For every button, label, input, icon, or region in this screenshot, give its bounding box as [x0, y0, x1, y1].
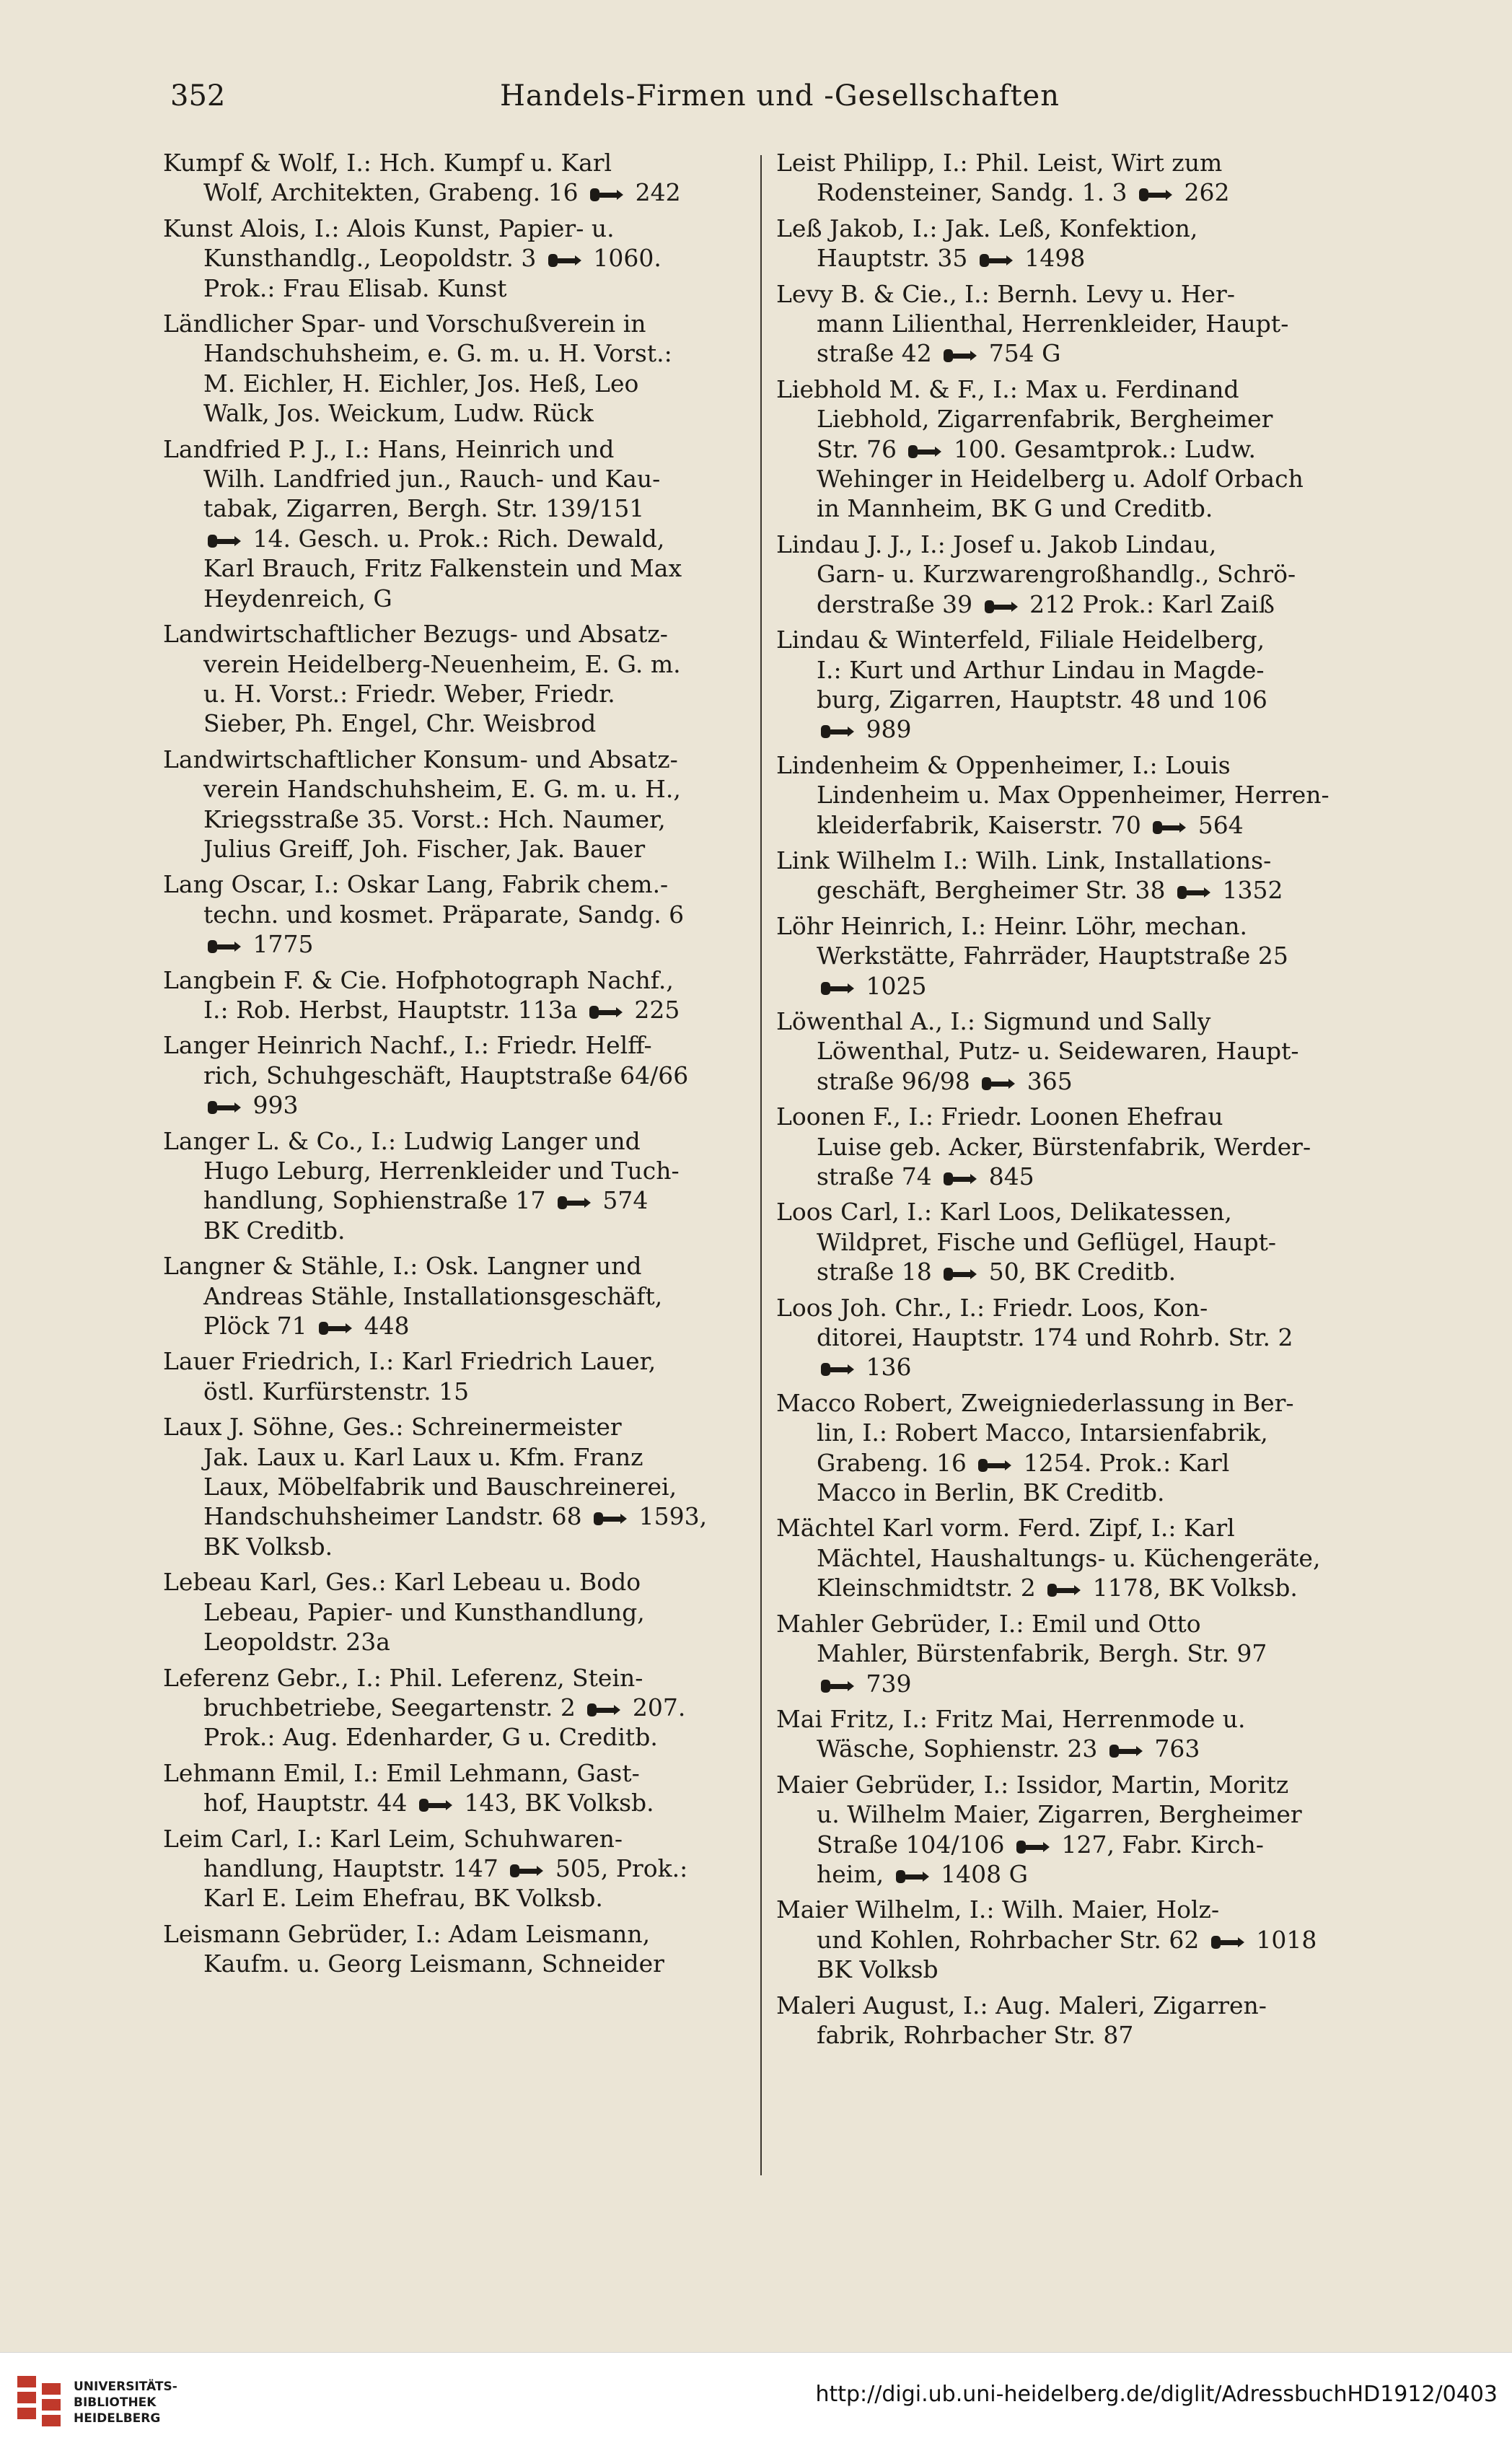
entry-line: 136	[776, 1352, 1368, 1382]
directory-entry	[163, 965, 755, 1025]
entry-line: Prok.: Aug. Edenharder, G u. Creditb.	[203, 1723, 658, 1752]
entry-line: Straße 104/106 127, Fabr. Kirch-	[817, 1830, 1264, 1859]
telephone-icon	[317, 1320, 352, 1336]
directory-entry	[163, 1663, 755, 1753]
entry-line: Ländlicher Spar- und Vorschußverein in	[163, 310, 646, 338]
directory-entry	[776, 148, 1368, 208]
entry-line: Andreas Stähle, Installationsgeschäft,	[203, 1281, 663, 1310]
telephone-icon	[978, 253, 1013, 268]
entry-line: Laux J. Söhne, Ges.: Schreinermeister	[163, 1413, 622, 1442]
telephone-icon	[592, 1511, 627, 1527]
directory-entry	[163, 309, 755, 429]
telephone-icon	[589, 187, 623, 203]
entry-line: Kunst Alois, I.: Alois Kunst, Papier- u.	[163, 214, 615, 242]
telephone-icon	[418, 1797, 452, 1813]
entry-line: Lindau J. J., I.: Josef u. Jakob Lindau,	[776, 530, 1217, 558]
footer-bar	[0, 2352, 1512, 2456]
entry-line: Langner & Stähle, I.: Osk. Langner und	[163, 1252, 642, 1281]
entry-line: Mächtel Karl vorm. Ferd. Zipf, I.: Karl	[776, 1514, 1235, 1543]
telephone-icon	[942, 348, 977, 364]
directory-entry	[163, 1758, 755, 1818]
telephone-icon	[1046, 1582, 1081, 1598]
entry-line: straße 96/98 365	[817, 1066, 1073, 1095]
source-url-link[interactable]: http://digi.ub.uni-heidelberg.de/diglit/AdressbuchHD1912/0403	[815, 2382, 1498, 2407]
entry-line: Loonen F., I.: Friedr. Loonen Ehefrau	[776, 1102, 1223, 1131]
entry-line: tabak, Zigarren, Bergh. Str. 139/151	[203, 494, 645, 523]
entry-line: Str. 76 100. Gesamtprok.: Ludw.	[817, 434, 1256, 463]
directory-entry	[776, 1197, 1368, 1286]
entry-line: derstraße 39 212 Prok.: Karl Zaiß	[817, 589, 1275, 618]
entry-line: I.: Kurt und Arthur Lindau in Magde-	[817, 655, 1265, 684]
entry-line: Garn- u. Kurzwarengroßhandlg., Schrö-	[817, 560, 1296, 589]
entry-line: Sieber, Ph. Engel, Chr. Weisbrod	[203, 709, 597, 738]
directory-entry	[776, 846, 1368, 905]
entry-line: straße 18 50, BK Creditb.	[817, 1258, 1177, 1286]
library-logo-icon	[17, 2376, 63, 2434]
entry-line: Liebhold, Zigarrenfabrik, Bergheimer	[817, 405, 1273, 434]
directory-entry	[776, 1293, 1368, 1382]
directory-entry	[776, 1770, 1368, 1890]
entry-line: fabrik, Rohrbacher Str. 87	[817, 2020, 1134, 2049]
telephone-icon	[588, 1004, 623, 1020]
entry-line: Macco in Berlin, BK Creditb.	[817, 1478, 1165, 1507]
entry-line: straße 42 754 G	[817, 339, 1061, 368]
directory-entry	[163, 1412, 755, 1561]
entry-line: Grabeng. 16 1254. Prok.: Karl	[817, 1448, 1230, 1477]
entry-line: Landwirtschaftlicher Konsum- und Absatz-	[163, 745, 678, 773]
entry-line: straße 74 845	[817, 1162, 1034, 1190]
entry-line: Lebeau Karl, Ges.: Karl Lebeau u. Bodo	[163, 1568, 641, 1597]
entry-line: u. H. Vorst.: Friedr. Weber, Friedr.	[203, 679, 615, 708]
entry-line: Loos Joh. Chr., I.: Friedr. Loos, Kon-	[776, 1293, 1208, 1322]
entry-line: Kaufm. u. Georg Leismann, Schneider	[203, 1950, 664, 1978]
directory-entry	[163, 619, 755, 739]
entry-line: Mahler Gebrüder, I.: Emil und Otto	[776, 1609, 1201, 1638]
right-column	[776, 148, 1368, 2056]
entry-line: Wildpret, Fische und Geflügel, Haupt-	[817, 1227, 1277, 1256]
entry-line: Lindenheim & Oppenheimer, I.: Louis	[776, 750, 1231, 779]
directory-entry	[163, 1251, 755, 1341]
telephone-icon	[819, 724, 854, 740]
entry-line: 739	[776, 1669, 1368, 1698]
directory-entry	[776, 1991, 1368, 2051]
entry-line: Löwenthal A., I.: Sigmund und Sally	[776, 1006, 1211, 1035]
directory-entry	[776, 625, 1368, 745]
entry-line: Heydenreich, G	[203, 584, 392, 613]
entry-line: Macco Robert, Zweigniederlassung in Ber-	[776, 1388, 1294, 1417]
telephone-icon	[819, 981, 854, 996]
entry-line: handlung, Sophienstraße 17 574	[203, 1186, 649, 1215]
entry-line: geschäft, Bergheimer Str. 38 1352	[817, 876, 1283, 905]
entry-line: Lehmann Emil, I.: Emil Lehmann, Gast-	[163, 1758, 640, 1787]
directory-entry	[776, 1513, 1368, 1602]
page-number: 352	[170, 79, 226, 113]
entry-line: Maier Wilhelm, I.: Wilh. Maier, Holz-	[776, 1895, 1220, 1924]
directory-entry	[776, 1895, 1368, 1984]
telephone-icon	[907, 444, 941, 460]
directory-entry	[163, 869, 755, 959]
entry-line: u. Wilhelm Maier, Zigarren, Bergheimer	[817, 1800, 1302, 1829]
entry-line: Julius Greiff, Joh. Fischer, Jak. Bauer	[203, 834, 646, 863]
entry-line: BK Volksb.	[203, 1532, 333, 1561]
entry-line: handlung, Hauptstr. 147 505, Prok.:	[203, 1854, 688, 1882]
left-column	[163, 148, 755, 1985]
telephone-icon	[1138, 187, 1172, 203]
entry-line: Langbein F. & Cie. Hofphotograph Nachf.,	[163, 965, 674, 994]
entry-line: in Mannheim, BK G und Creditb.	[817, 494, 1213, 523]
directory-entry	[776, 1006, 1368, 1096]
entry-line: Leferenz Gebr., I.: Phil. Leferenz, Stein-	[163, 1663, 643, 1692]
directory-entry	[163, 1030, 755, 1120]
entry-line: Leim Carl, I.: Karl Leim, Schuhwaren-	[163, 1824, 623, 1853]
column-divider	[760, 155, 762, 2175]
directory-entry	[163, 1126, 755, 1246]
entry-line: rich, Schuhgeschäft, Hauptstraße 64/66	[203, 1061, 689, 1089]
library-name-line: UNIVERSITÄTS-	[74, 2380, 177, 2394]
directory-entry	[776, 1609, 1368, 1698]
entry-line: verein Handschuhsheim, E. G. m. u. H.,	[203, 775, 681, 804]
telephone-icon	[206, 939, 241, 955]
directory-entry	[163, 434, 755, 613]
entry-line: BK Creditb.	[203, 1216, 346, 1245]
entry-line: Löhr Heinrich, I.: Heinr. Löhr, mechan.	[776, 911, 1247, 940]
entry-line: verein Heidelberg-Neuenheim, E. G. m.	[203, 649, 681, 678]
directory-entry	[163, 148, 755, 208]
entry-line: Handschuhsheimer Landstr. 68 1593,	[203, 1502, 708, 1531]
entry-line: M. Eichler, H. Eichler, Jos. Heß, Leo	[203, 369, 639, 398]
entry-line: und Kohlen, Rohrbacher Str. 62 1018	[817, 1925, 1317, 1954]
entry-line: Wehinger in Heidelberg u. Adolf Orbach	[817, 465, 1304, 494]
entry-line: Lebeau, Papier- und Kunsthandlung,	[203, 1597, 645, 1626]
directory-entry	[776, 750, 1368, 840]
entry-line: Langer Heinrich Nachf., I.: Friedr. Helff-	[163, 1031, 652, 1060]
entry-line: Rodensteiner, Sandg. 1. 3 262	[817, 178, 1230, 207]
entry-line: Lang Oscar, I.: Oskar Lang, Fabrik chem.-	[163, 870, 669, 899]
entry-line: BK Volksb	[817, 1955, 939, 1984]
entry-line: Laux, Möbelfabrik und Bauschreinerei,	[203, 1473, 677, 1501]
directory-entry	[163, 1346, 755, 1406]
entry-line: Leismann Gebrüder, I.: Adam Leismann,	[163, 1919, 651, 1948]
entry-line: Liebhold M. & F., I.: Max u. Ferdinand	[776, 374, 1239, 403]
entry-line: 1025	[776, 971, 1368, 1001]
directory-entry	[776, 911, 1368, 1001]
entry-line: kleiderfabrik, Kaiserstr. 70 564	[817, 810, 1244, 839]
telephone-icon	[819, 1678, 854, 1694]
directory-entry	[163, 745, 755, 864]
entry-line: Maier Gebrüder, I.: Issidor, Martin, Moritz	[776, 1770, 1289, 1799]
directory-entry	[776, 214, 1368, 273]
entry-line: Hugo Leburg, Herrenkleider und Tuch-	[203, 1157, 680, 1185]
entry-line: heim, 1408 G	[817, 1859, 1028, 1888]
entry-line: östl. Kurfürstenstr. 15	[203, 1377, 470, 1405]
entry-line: Kumpf & Wolf, I.: Hch. Kumpf u. Karl	[163, 149, 612, 177]
directory-entry	[776, 279, 1368, 369]
entry-line: Lauer Friedrich, I.: Karl Friedrich Lauer,	[163, 1347, 656, 1376]
entry-line: mann Lilienthal, Herrenkleider, Haupt-	[817, 310, 1289, 338]
telephone-icon	[556, 1195, 591, 1211]
telephone-icon	[895, 1869, 929, 1885]
entry-line: Kriegsstraße 35. Vorst.: Hch. Naumer,	[203, 804, 666, 833]
entry-line: hof, Hauptstr. 44 143, BK Volksb.	[203, 1789, 654, 1817]
telephone-icon	[206, 533, 241, 549]
directory-entry	[163, 1919, 755, 1979]
telephone-icon	[1176, 885, 1210, 900]
entry-line: Handschuhsheim, e. G. m. u. H. Vorst.:	[203, 339, 672, 368]
directory-entry	[776, 1704, 1368, 1764]
library-name	[74, 2379, 177, 2426]
telephone-icon	[942, 1266, 977, 1282]
entry-line: Wolf, Architekten, Grabeng. 16 242	[203, 178, 681, 207]
entry-line: Landfried P. J., I.: Hans, Heinrich und	[163, 434, 615, 463]
page-title: Handels-Firmen und -Gesellschaften	[500, 79, 1060, 113]
entry-line: lin, I.: Robert Macco, Intarsienfabrik,	[817, 1418, 1268, 1447]
entry-line: bruchbetriebe, Seegartenstr. 2 207.	[203, 1693, 686, 1722]
entry-line: Lindenheim u. Max Oppenheimer, Herren-	[817, 781, 1329, 810]
entry-line: Hauptstr. 35 1498	[817, 244, 1086, 273]
entry-line: Loos Carl, I.: Karl Loos, Delikatessen,	[776, 1198, 1232, 1227]
entry-line: Maleri August, I.: Aug. Maleri, Zigarren-	[776, 1991, 1267, 2019]
telephone-icon	[1015, 1839, 1050, 1855]
entry-line: techn. und kosmet. Präparate, Sandg. 6	[203, 900, 685, 929]
telephone-icon	[819, 1361, 854, 1377]
telephone-icon	[586, 1702, 620, 1718]
entry-line: Mai Fritz, I.: Fritz Mai, Herrenmode u.	[776, 1704, 1246, 1733]
entry-line: Plöck 71 448	[203, 1312, 410, 1341]
entry-line: Link Wilhelm I.: Wilh. Link, Installations-	[776, 846, 1272, 874]
library-name-line: HEIDELBERG	[74, 2411, 161, 2426]
entry-line: Lindau & Winterfeld, Filiale Heidelberg,	[776, 626, 1265, 654]
telephone-icon	[977, 1457, 1011, 1473]
telephone-icon	[1151, 820, 1186, 836]
entry-line: Prok.: Frau Elisab. Kunst	[203, 273, 507, 302]
entry-line: Wilh. Landfried jun., Rauch- und Kau-	[203, 465, 661, 494]
entry-line: 1775	[163, 929, 755, 959]
entry-line: Langer L. & Co., I.: Ludwig Langer und	[163, 1126, 641, 1155]
entry-line: Leopoldstr. 23a	[203, 1628, 390, 1657]
entry-line: 989	[776, 714, 1368, 744]
entry-line: Löwenthal, Putz- u. Seidewaren, Haupt-	[817, 1037, 1299, 1066]
directory-entry	[163, 214, 755, 303]
entry-line: Karl E. Leim Ehefrau, BK Volksb.	[203, 1884, 603, 1913]
library-name-line: BIBLIOTHEK	[74, 2395, 157, 2410]
entry-line: 14. Gesch. u. Prok.: Rich. Dewald,	[163, 524, 755, 553]
telephone-icon	[942, 1171, 977, 1187]
entry-line: Walk, Jos. Weickum, Ludw. Rück	[203, 399, 594, 428]
entry-line: ditorei, Hauptstr. 174 und Rohrb. Str. 2	[817, 1323, 1293, 1352]
telephone-icon	[983, 599, 1018, 615]
entry-line: Luise geb. Acker, Bürstenfabrik, Werder-	[817, 1132, 1311, 1161]
entry-line: Wäsche, Sophienstr. 23 763	[817, 1734, 1200, 1763]
entry-line: Mächtel, Haushaltungs- u. Küchengeräte,	[817, 1543, 1321, 1572]
entry-line: Leß Jakob, I.: Jak. Leß, Konfektion,	[776, 214, 1198, 242]
directory-entry	[776, 374, 1368, 524]
entry-line: I.: Rob. Herbst, Hauptstr. 113a 225	[203, 995, 680, 1024]
entry-line: Kleinschmidtstr. 2 1178, BK Volksb.	[817, 1574, 1298, 1602]
entry-line: 993	[163, 1090, 755, 1120]
directory-entry	[776, 1388, 1368, 1508]
entry-line: Jak. Laux u. Karl Laux u. Kfm. Franz	[203, 1442, 643, 1471]
telephone-icon	[547, 253, 581, 268]
directory-entry	[163, 1567, 755, 1657]
telephone-icon	[509, 1863, 543, 1879]
entry-line: Leist Philipp, I.: Phil. Leist, Wirt zum	[776, 149, 1223, 177]
telephone-icon	[1210, 1934, 1244, 1950]
entry-line: Werkstätte, Fahrräder, Hauptstraße 25	[817, 942, 1288, 970]
entry-line: Levy B. & Cie., I.: Bernh. Levy u. Her-	[776, 279, 1235, 308]
entry-line: Mahler, Bürstenfabrik, Bergh. Str. 97	[817, 1639, 1267, 1668]
entry-line: Karl Brauch, Fritz Falkenstein und Max	[203, 554, 682, 583]
telephone-icon	[206, 1100, 241, 1115]
directory-entry	[163, 1824, 755, 1913]
telephone-icon	[980, 1076, 1015, 1092]
entry-line: burg, Zigarren, Hauptstr. 48 und 106	[817, 685, 1267, 714]
page-header	[170, 79, 1389, 130]
directory-entry	[776, 530, 1368, 619]
entry-line: Landwirtschaftlicher Bezugs- und Absatz-	[163, 620, 668, 649]
telephone-icon	[1108, 1743, 1143, 1759]
directory-entry	[776, 1102, 1368, 1191]
entry-line: Kunsthandlg., Leopoldstr. 3 1060.	[203, 244, 662, 273]
